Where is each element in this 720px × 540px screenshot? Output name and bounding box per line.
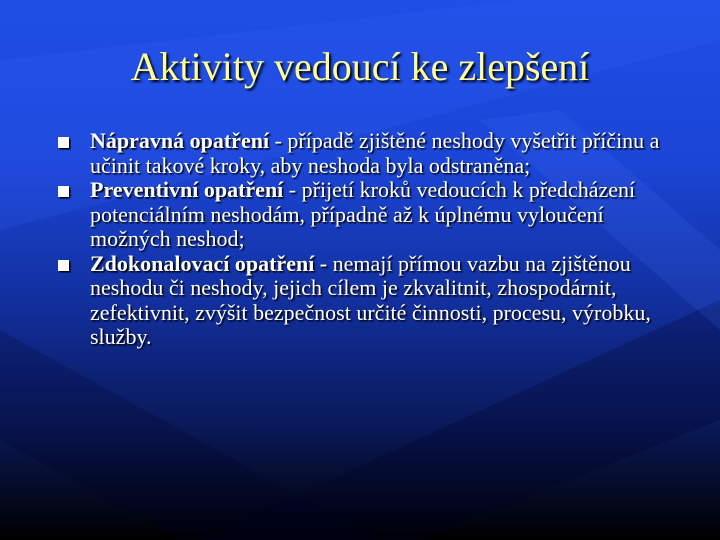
square-bullet-icon bbox=[58, 260, 69, 271]
bullet-item-corrective bbox=[56, 129, 666, 178]
slide-title: Aktivity vedoucí ke zlepšení bbox=[130, 44, 590, 89]
bullet-item-improvement bbox=[56, 252, 666, 350]
bullet-term: Preventivní opatření bbox=[90, 177, 284, 202]
bullet-list bbox=[56, 129, 666, 350]
square-bullet-icon bbox=[58, 186, 69, 197]
bullet-item-preventive bbox=[56, 178, 666, 252]
square-bullet-icon bbox=[58, 137, 69, 148]
bullet-term: Nápravná opatření bbox=[90, 128, 270, 153]
bullet-term: Zdokonalovací opatření - bbox=[90, 250, 328, 276]
bullet-text: nemají přímou vazbu na zjištěnou neshodu či neshody, jejich cílem je zkvalitnit, zhospodárnit, zefektivnit, zvýšit bezpečnost určité činnosti, procesu, výrobku, služby. bbox=[90, 250, 651, 349]
bullet-text: - přijetí kroků vedoucích k předcházení potenciálním neshodám, případně až k úplnému vyloučení možných neshod; bbox=[90, 177, 636, 251]
bullet-text: - případě zjištěné neshody vyšetřit příčinu a učinit takové kroky, aby neshoda byla odstraněna; bbox=[90, 128, 660, 178]
